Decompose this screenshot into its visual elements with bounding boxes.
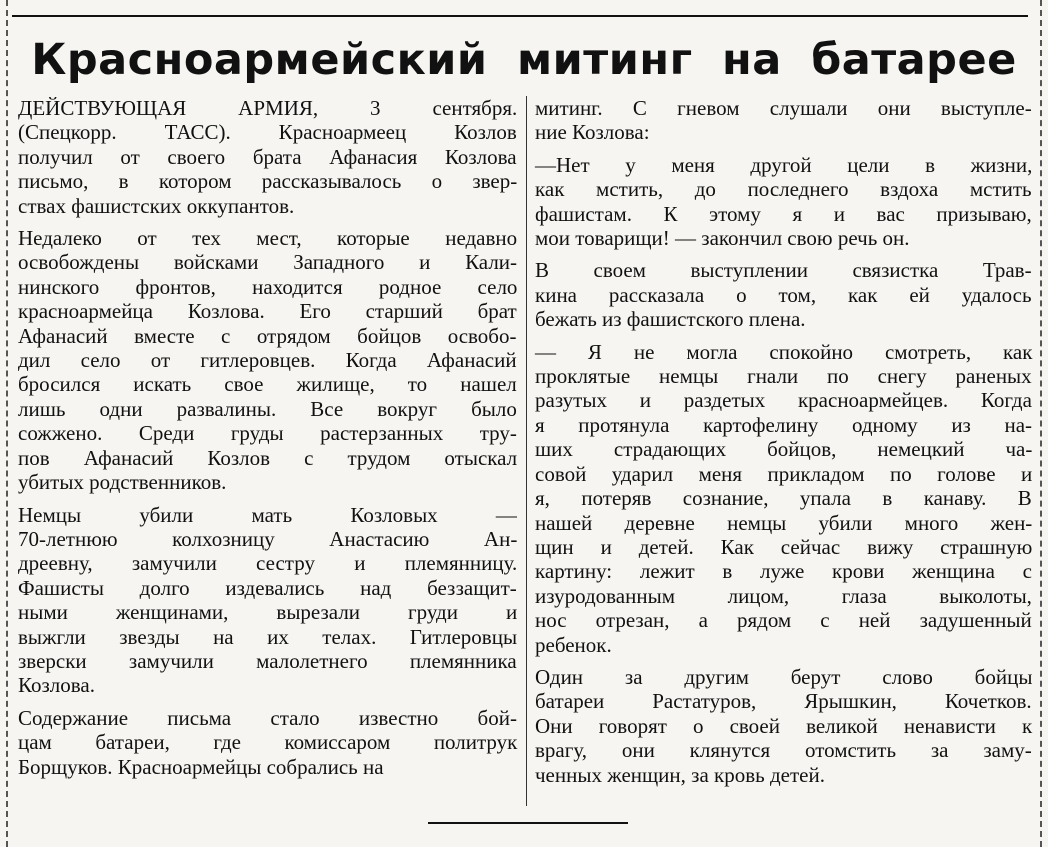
text-line: цам батареи, где комиссаром политрук (18, 730, 518, 755)
paragraph (18, 96, 517, 218)
text-line: ченных женщин, за кровь детей. (535, 762, 825, 787)
text-line: как мстить, до последнего вздоха мстить (535, 177, 1032, 202)
left-perforation-edge (6, 0, 8, 847)
paragraph (535, 258, 1032, 331)
text-line: —Нет у меня другой цели в жизни, (535, 152, 1033, 177)
text-line: зверски замучили малолетнего племянника (18, 648, 517, 673)
text-line: 70-летнюю колхозницу Анастасию Ан- (18, 526, 518, 551)
paragraph (535, 340, 1032, 657)
text-line: щин и детей. Как сейчас вижу страшную (535, 534, 1033, 559)
text-line: кина рассказала о том, как ей удалось (535, 282, 1032, 307)
text-line: картину: лежит в луже крови женщина с (535, 559, 1032, 584)
text-line: Козлова. (18, 673, 95, 698)
text-line: освобождены войсками Западного и Кали- (18, 250, 518, 275)
text-line: Они говорят о своей великой ненависти к (535, 713, 1033, 738)
text-line: Содержание письма стало известно бой- (18, 705, 517, 730)
text-line: мои товарищи! — закончил свою речь он. (535, 226, 910, 251)
text-line: врагу, они клянутся отомстить за заму- (535, 738, 1032, 763)
text-line: бросился искать свое жилище, то нашел (18, 372, 517, 397)
text-line: — Я не могла спокойно смотреть, как (535, 339, 1033, 364)
paragraph (535, 665, 1032, 787)
text-line: нос отрезан, а рядом с ней задушенный (535, 608, 1032, 633)
paragraph (535, 96, 1032, 145)
right-column (535, 96, 1032, 787)
text-line: Один за другим берут слово бойцы (535, 664, 1033, 689)
text-line: пов Афанасий Козлов с трудом отыскал (18, 445, 518, 470)
article-headline: Красноармейский митинг на батарее (31, 35, 1017, 85)
text-line: митинг. С гневом слушали они выступле- (535, 96, 1032, 120)
text-line: ребенок. (535, 632, 612, 657)
text-line: получил от своего брата Афанасия Козлова (18, 144, 517, 169)
left-column (18, 96, 517, 779)
text-line: ших страдающих бойцов, немецкий ча- (535, 437, 1033, 462)
paragraph (18, 226, 517, 494)
text-line: ние Козлова: (535, 120, 650, 145)
text-line: ными женщинами, вырезали груди и (18, 600, 518, 625)
column-divider (526, 96, 527, 806)
text-line: я, потеряв сознание, упала в канаву. В (535, 486, 1032, 511)
end-of-article-rule (428, 822, 628, 824)
paragraph (18, 706, 517, 779)
text-line: совой ударил меня прикладом по голове и (535, 461, 1033, 486)
text-line: Немцы убили мать Козловых — (18, 502, 517, 527)
text-line: разутых и раздетых красноармейцев. Когда (535, 388, 1032, 413)
right-perforation-edge (1040, 0, 1042, 847)
text-line: лишь одни развалины. Все вокруг было (18, 396, 517, 421)
text-line: (Спецкорр. ТАСС). Красноармеец Козлов (18, 120, 517, 145)
text-line: изуродованным лицом, глаза выколоты, (535, 583, 1032, 608)
text-line: красноармейца Козлова. Его старший брат (18, 299, 517, 324)
text-line: выжгли звезды на их телах. Гитлеровцы (18, 624, 518, 649)
text-line: Афанасий вместе с отрядом бойцов освобо- (18, 323, 517, 348)
text-line: ствах фашистских оккупантов. (18, 193, 295, 218)
text-line: нинского фронтов, находится родное село (18, 274, 518, 299)
paragraph (18, 503, 517, 698)
text-line: Борщуков. Красноармейцы собрались на (18, 754, 384, 779)
text-line: проклятые немцы гнали по снегу раненых (535, 364, 1032, 389)
text-line: письмо, в котором рассказывалось о звер- (18, 169, 518, 194)
text-line: сожжено. Среди груды растерзанных тру- (18, 421, 517, 446)
text-line: дреевну, замучили сестру и племянницу. (18, 551, 518, 576)
text-line: Недалеко от тех мест, которые недавно (18, 226, 518, 251)
text-line: дил село от гитлеровцев. Когда Афанасий (18, 348, 517, 373)
text-line: убитых родственников. (18, 470, 227, 495)
text-line: ДЕЙСТВУЮЩАЯ АРМИЯ, 3 сентября. (18, 96, 518, 120)
paragraph (535, 153, 1032, 251)
text-line: батареи Растатуров, Ярышкин, Кочетков. (535, 689, 1032, 714)
text-line: Фашисты долго издевались над беззащит- (18, 575, 517, 600)
text-line: В своем выступлении связистка Трав- (535, 258, 1032, 283)
text-line: фашистам. К этому я и вас призываю, (535, 201, 1032, 226)
top-rule (12, 15, 1028, 17)
text-line: бежать из фашистского плена. (535, 307, 806, 332)
text-line: я протянула картофелину одному из на- (535, 412, 1033, 437)
text-line: нашей деревне немцы убили много жен- (535, 510, 1033, 535)
